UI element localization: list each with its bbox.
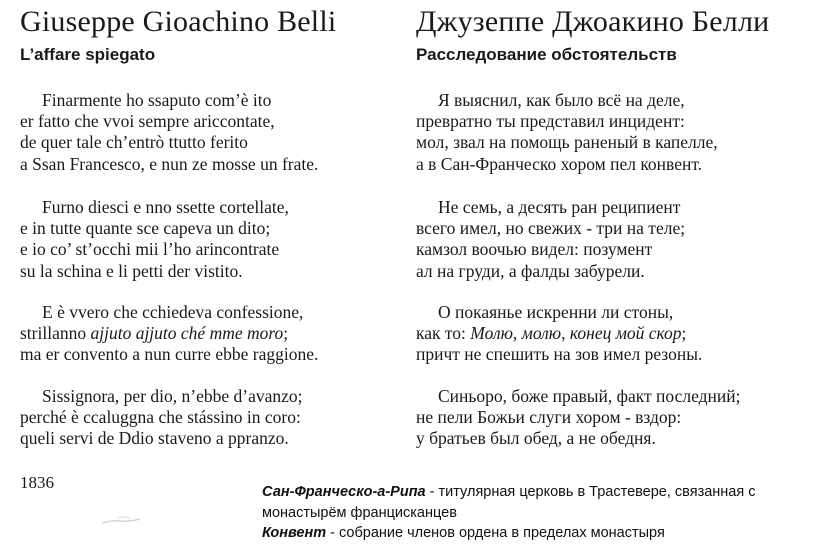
stanza [416, 197, 685, 282]
poem-line: не пели Божьи слуги хором - вздор: [416, 407, 682, 428]
poem-line: превратно ты представил инцидент: [416, 111, 685, 132]
poem-title-russian: Расследование обстоятельств [416, 45, 677, 64]
poem-line: Finarmente ho ssaputo com’è ito [42, 90, 272, 110]
poem-line: Furno diesci e nno ssette cortellate, [42, 197, 289, 217]
line-text: strillanno [20, 323, 91, 344]
line-text: ; [681, 323, 687, 344]
footnote-term: Конвент [262, 525, 327, 541]
footnote [262, 523, 831, 544]
poem-line: Я выяснил, как было всё на деле, [438, 90, 685, 110]
footnotes [262, 482, 831, 544]
poem-line: а в Сан-Франческо хором пел конвент. [416, 153, 703, 174]
quoted-speech: Молю, молю, конец мой скор [470, 323, 682, 344]
stanza [20, 386, 302, 450]
line-text: как то: [416, 323, 471, 344]
poem-line: ал на груди, а фалды забурели. [416, 260, 645, 281]
footnote-definition: - титулярная церковь в Трастевере, связанная с монастырём францисканцев [262, 484, 756, 521]
poem-line: E è vvero che cchiedeva confessione, [42, 302, 304, 322]
poem-line [20, 323, 318, 344]
poem-line: e io co’ st’occhi mii l’ho arincontrate [20, 239, 280, 260]
poem-line: у братьев был обед, а не обедня. [416, 428, 656, 449]
poem-title-italian: L’affare spiegato [20, 45, 156, 64]
author-title-russian: Джузеппе Джоакино Белли [416, 5, 770, 38]
poem-line: e in tutte quante sce capeva un dito; [20, 218, 271, 239]
footnote-definition: - собрание членов ордена в пределах монастыря [326, 525, 665, 541]
stanza [416, 90, 718, 175]
stanza [20, 197, 289, 282]
stanza [20, 90, 318, 175]
poem-line: su la schina e li petti der vistito. [20, 260, 243, 281]
stanza [416, 302, 702, 366]
quoted-speech: ajjuto ajjuto ché mme moro [90, 323, 284, 344]
poem-line [416, 323, 702, 344]
poem-line: er fatto che vvoi sempre ariccontate, [20, 111, 275, 132]
footnote-term: Сан-Франческо-а-Рипа [262, 484, 426, 500]
stanza [20, 302, 318, 366]
poem-line: perché è ccaluggna che stássino in coro: [20, 407, 301, 428]
footnote [262, 482, 831, 523]
poem-year: 1836 [20, 473, 54, 492]
stanza [416, 386, 740, 450]
poem-line: ma er convento a nun curre ebbe raggione. [20, 344, 319, 365]
poem-line: Синьоро, боже правый, факт последний; [438, 386, 741, 406]
poem-line: Не семь, а десять ран реципиент [438, 197, 681, 217]
author-title-italian: Giuseppe Gioachino Belli [20, 5, 337, 38]
poem-line: a Ssan Francesco, e nun ze mosse un frate. [20, 153, 319, 174]
poem-line: причт не спешить на зов имел резоны. [416, 344, 703, 365]
poem-line: мол, звал на помощь раненый в капелле, [416, 132, 718, 153]
poem-line: камзол воочью видел: позумент [416, 239, 653, 260]
poem-line: О покаянье искренни ли стоны, [438, 302, 674, 322]
scan-smudge [100, 514, 144, 526]
poem-line: всего имел, но свежих - три на теле; [416, 218, 686, 239]
line-text: ; [283, 323, 289, 344]
poem-line: queli servi de Ddio staveno a ppranzo. [20, 428, 289, 449]
poem-line: de quer tale ch’entrò ttutto ferito [20, 132, 248, 153]
poem-line: Sissignora, per dio, n’ebbe d’avanzo; [42, 386, 303, 406]
